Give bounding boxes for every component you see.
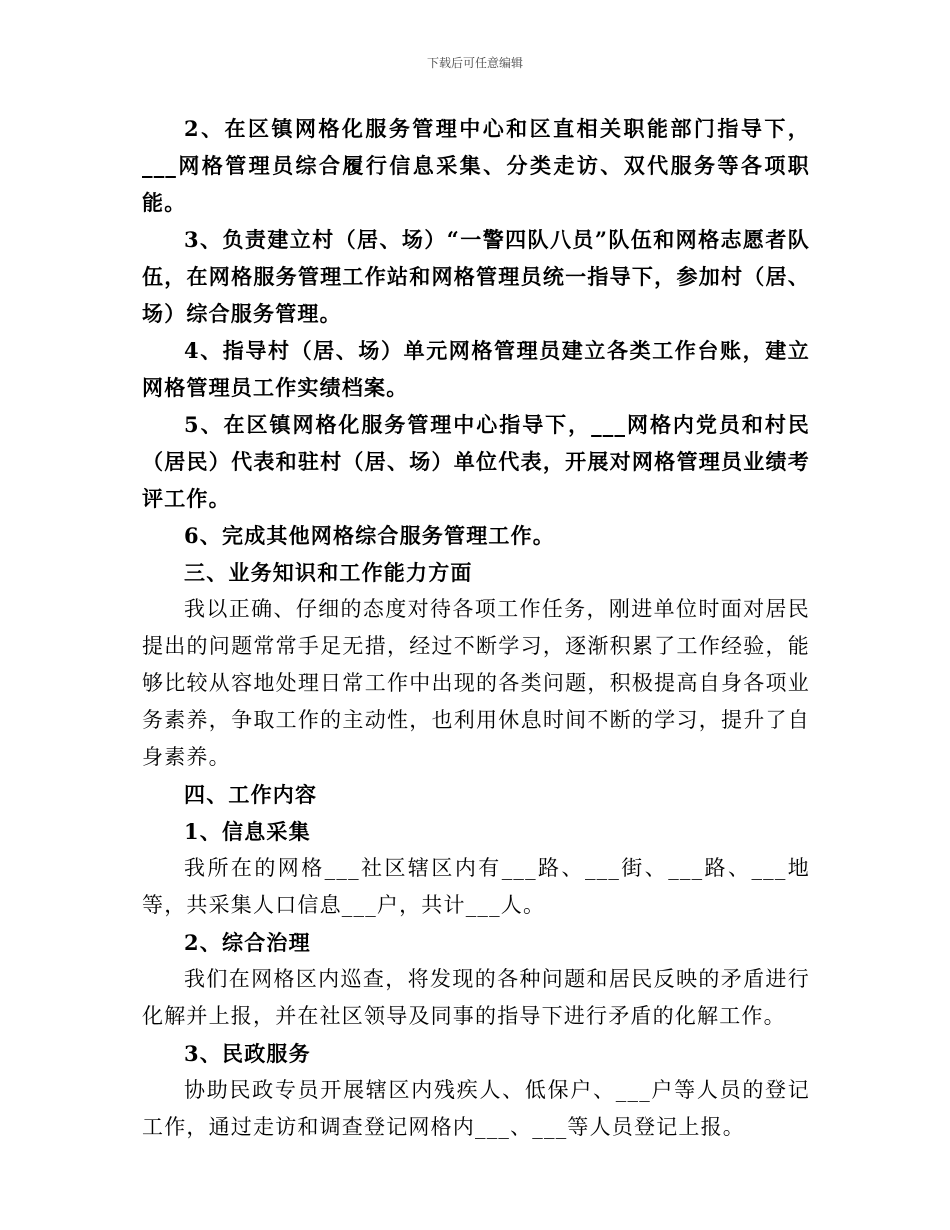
paragraph-item-2: 2、在区镇网格化服务管理中心和区直相关职能部门指导下，___网格管理员综合履行信息采集、分类走访、双代服务等各项职能。	[142, 116, 810, 215]
paragraph-civil-affairs: 协助民政专员开展辖区内残疾人、低保户、___户等人员的登记工作，通过走访和调查登记网格内___、___等人员登记上报。	[142, 1078, 810, 1139]
subheading-info-collection: 1、信息采集	[184, 819, 311, 844]
section-heading-4: 四、工作内容	[184, 782, 318, 807]
paragraph-knowledge: 我以正确、仔细的态度对待各项工作任务，刚进单位时面对居民提出的问题常常手足无措，经过不断学习，逐渐积累了工作经验，能够比较从容地处理日常工作中出现的各类问题，积极提高自身各项业务素养，争取工作的主动性，也利用休息时间不断的学习，提升了自身素养。	[142, 597, 810, 769]
document-body	[142, 110, 810, 1146]
paragraph-item-5: 5、在区镇网格化服务管理中心指导下，___网格内党员和村民（居民）代表和驻村（居、场）单位代表，开展对网格管理员业绩考评工作。	[142, 412, 810, 511]
section-heading-3: 三、业务知识和工作能力方面	[184, 560, 473, 585]
subheading-comprehensive-governance: 2、综合治理	[184, 930, 311, 955]
paragraph-comprehensive-governance: 我们在网格区内巡查，将发现的各种问题和居民反映的矛盾进行化解并上报，并在社区领导及同事的指导下进行矛盾的化解工作。	[142, 967, 810, 1028]
paragraph-info-collection: 我所在的网格___社区辖区内有___路、___街、___路、___地等，共采集人口信息___户，共计___人。	[142, 856, 810, 917]
paragraph-item-6: 6、完成其他网格综合服务管理工作。	[184, 523, 556, 548]
subheading-civil-affairs: 3、民政服务	[184, 1041, 311, 1066]
paragraph-item-4: 4、指导村（居、场）单元网格管理员建立各类工作台账，建立网格管理员工作实绩档案。	[142, 338, 810, 400]
header-note: 下载后可任意编辑	[426, 56, 523, 70]
paragraph-item-3: 3、负责建立村（居、场）“一警四队八员”队伍和网格志愿者队伍，在网格服务管理工作站和网格管理员统一指导下，参加村（居、场）综合服务管理。	[142, 227, 810, 326]
